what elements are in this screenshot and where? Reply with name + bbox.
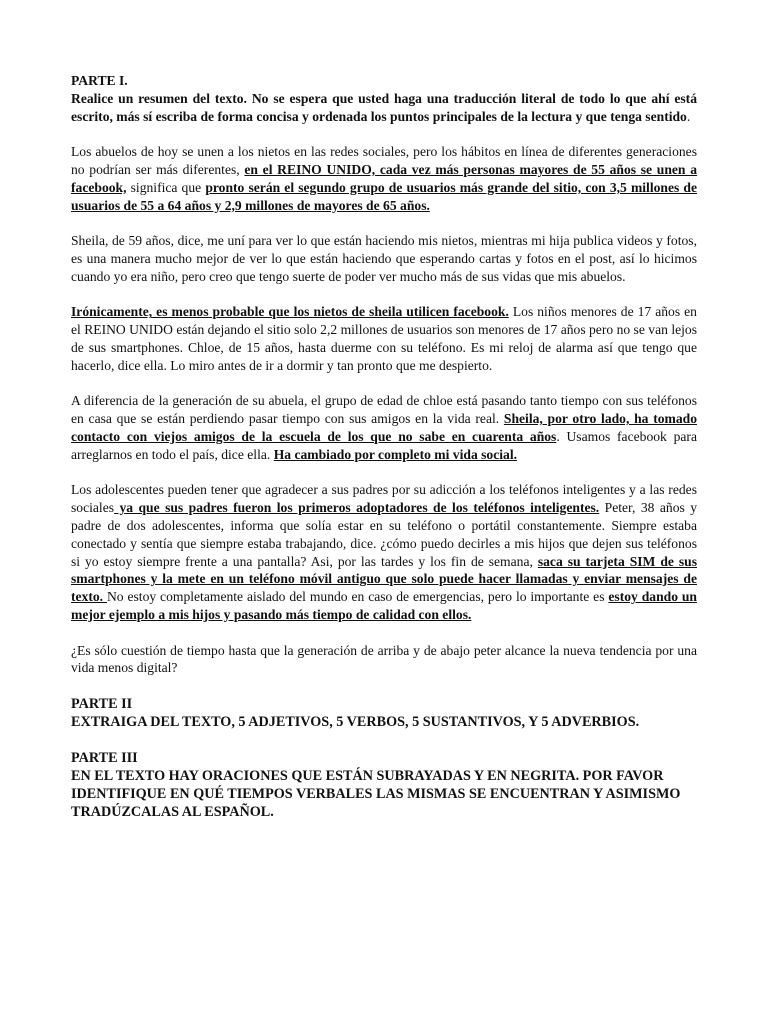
- paragraph-sheila: Sheila, de 59 años, dice, me uní para ver lo que están haciendo mis nietos, mientras mi hija publica videos y fotos, es una manera mucho mejor de ver lo que están haciendo que esperando cartas y fotos en el post, así lo hicimos cuando yo era niño, pero creo que tengo suerte de poder ver mucho más de sus vidas que mis abuelos.: [71, 233, 697, 284]
- p3-text-1: Los niños menores de 17 años en el REINO UNIDO están dejando el sitio solo 2,2 millones de usuarios son menores de 17 años pero no se van lejos de sus smartphones. Chloe, de 15 años, hasta duerme con su teléfono. Es mi reloj de alarma así que tengo que hacerlo, dice ella. Lo miro antes de ir a dormir y tan pronto que me despierto.: [71, 304, 697, 373]
- paragraph-pregunta: ¿Es sólo cuestión de tiempo hasta que la generación de arriba y de abajo peter alcance la nueva tendencia por una vida menos digital?: [71, 642, 697, 676]
- p5-underlined-3: estoy dando un mejor ejemplo a mis hijos y pasando más tiempo de calidad con ellos.: [71, 589, 697, 622]
- p1-text-2: significa que: [126, 179, 206, 195]
- p1-text-1: Los abuelos de hoy se unen a los nietos en las redes sociales, pero los hábitos en línea de diferentes generaciones no podrían ser más diferentes,: [71, 144, 697, 177]
- p4-text-1: A diferencia de la generación de su abuela, el grupo de edad de chloe está pasando tanto tiempo con sus teléfonos en casa que se están perdiendo pasar tiempo con sus amigos en la vida real.: [71, 393, 697, 427]
- paragraph-adolescentes: [71, 481, 697, 623]
- document-page: [71, 72, 697, 821]
- p4-underlined-1: Sheila, por otro lado, ha tomado contacto con viejos amigos de la escuela de los que no sabe en cuarenta años: [71, 411, 697, 444]
- parte1-instruction-text: Realice un resumen del texto. No se espera que usted haga una traducción literal de todo lo que ahí está escrito, más sí escriba de forma concisa y ordenada los puntos principales de la lectura y que tenga sentido: [71, 90, 697, 124]
- p1-underlined-2: pronto serán el segundo grupo de usuarios más grande del sitio, con 3,5 millones de usuarios de 55 a 64 años y 2,9 millones de mayores de 65 años.: [71, 179, 697, 213]
- parte3-title: PARTE III: [71, 749, 138, 766]
- paragraph-ironicamente: [71, 303, 697, 374]
- p5-underlined-1: ya que sus padres fueron los primeros adoptadores de los teléfonos inteligentes.: [114, 500, 600, 516]
- p3-underlined-1: Irónicamente, es menos probable que los nietos de sheila utilicen facebook.: [71, 304, 509, 320]
- parte1-title: PARTE I.: [71, 73, 128, 88]
- parte1-instruction: [71, 90, 697, 126]
- p5-text-2: Peter, 38 años y padre de dos adolescentes, informa que solía estar en su teléfono o portátil constantemente. Siempre estaba conectado y sentía que siempre estaba trabajando, dice. ¿cómo puedo decirles a mis hijos que dejen sus teléfonos si yo estoy siempre frente a una pantalla? Asi, por las tardes y los fin de semana,: [71, 500, 697, 569]
- parte3-instruction: EN EL TEXTO HAY ORACIONES QUE ESTÁN SUBRAYADAS Y EN NEGRITA. POR FAVOR IDENTIFIQUE EN QUÉ TIEMPOS VERBALES LAS MISMAS SE ENCUENTRAN Y ASIMISMO TRADÚZCALAS AL ESPAÑOL.: [71, 767, 681, 820]
- paragraph-abuelos: [71, 143, 697, 214]
- parte2-instruction: EXTRAIGA DEL TEXTO, 5 ADJETIVOS, 5 VERBOS, 5 SUSTANTIVOS, Y 5 ADVERBIOS.: [71, 713, 640, 730]
- p5-underlined-2: saca su tarjeta SIM de sus smartphones y la mete en un teléfono móvil antiguo que solo puede hacer llamadas y enviar mensajes de texto.: [71, 553, 697, 605]
- p4-text-2: . Usamos facebook para arreglarnos en todo el país, dice ella.: [71, 428, 697, 462]
- parte1-instruction-end: .: [686, 108, 691, 124]
- paragraph-diferencia: [71, 392, 697, 463]
- p5-text-3: No estoy completamente aislado del mundo en caso de emergencias, pero lo importante es: [106, 589, 609, 605]
- p1-underlined-1: en el REINO UNIDO, cada vez más personas mayores de 55 años se unen a facebook,: [71, 161, 697, 195]
- p5-text-1: Los adolescentes pueden tener que agradecer a sus padres por su adicción a los teléfonos inteligentes y a las redes sociales: [71, 482, 697, 516]
- p4-underlined-2: Ha cambiado por completo mi vida social.: [273, 446, 518, 462]
- parte2-title: PARTE II: [71, 695, 133, 712]
